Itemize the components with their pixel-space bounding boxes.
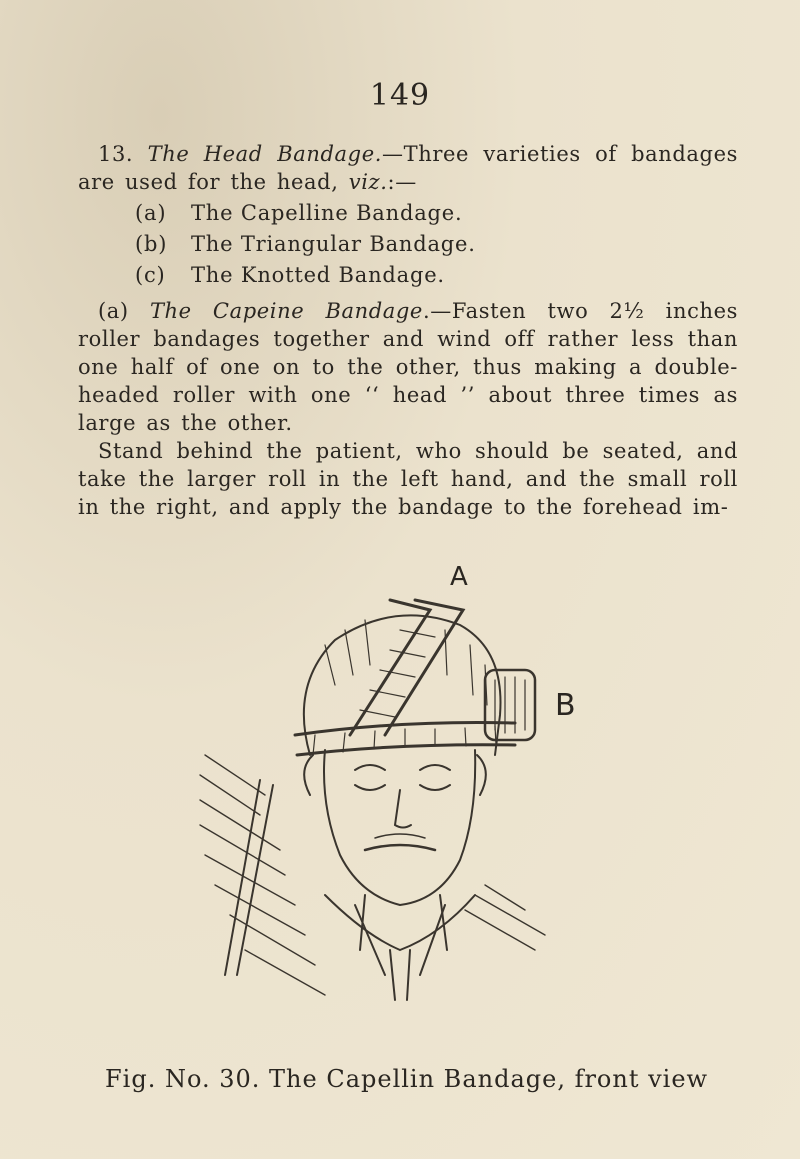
section-intro-paragraph <box>78 140 738 196</box>
list-item-text: The Knotted Bandage. <box>191 263 445 287</box>
figure-label-b: B <box>555 688 576 723</box>
list-item <box>135 260 476 291</box>
section-intro: —Three varieties of bandages are used for the head, <box>78 142 738 194</box>
page-number: 149 <box>369 78 431 113</box>
figure-label-a: A <box>450 562 468 592</box>
capeline-paragraph <box>78 297 738 437</box>
list-item-text: The Triangular Bandage. <box>191 232 476 256</box>
list-item <box>135 229 476 260</box>
list-item-text: The Capelline Bandage. <box>191 201 463 225</box>
viz-abbrev: viz. <box>348 170 388 194</box>
section-number: 13. <box>98 142 134 166</box>
bandage-list <box>135 198 476 291</box>
section-title: The Head Bandage. <box>147 142 382 166</box>
capelline-bandage-illustration <box>185 555 615 1035</box>
list-item-label: (a) <box>135 201 167 225</box>
paragraph-label: (a) <box>98 299 129 323</box>
list-item-label: (b) <box>135 232 168 256</box>
viz-tail: :— <box>387 170 417 194</box>
figure-caption: Fig. No. 30. The Capellin Bandage, front view <box>105 1065 709 1093</box>
instructions-paragraph: Stand behind the patient, who should be seated, and take the larger roll in the left hand, and the small roll in the right, and apply the bandage to the forehead im- <box>78 439 738 519</box>
paragraph-title: The Capeine Bandage <box>149 299 423 323</box>
list-item <box>135 198 476 229</box>
list-item-label: (c) <box>135 263 166 287</box>
paragraph-body: .—Fasten two 2½ inches roller bandages together and wind off rather less than one half of one on to the other, thus making a double-headed roller with one ‘‘ head ’’ about three times as large as the other. <box>78 299 738 435</box>
